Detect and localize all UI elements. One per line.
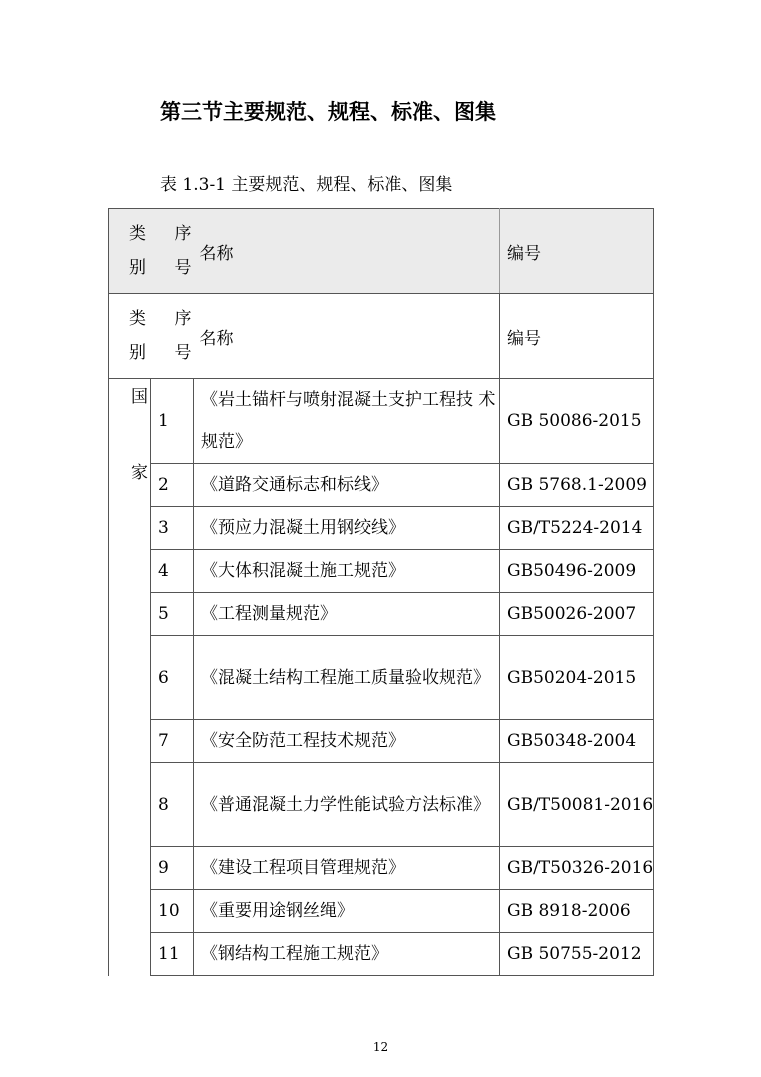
header-category-top-2: 类 <box>129 309 146 329</box>
row-code: GB/T5224-2014 <box>500 507 654 550</box>
standards-table <box>108 208 654 976</box>
header-code-cell <box>500 209 654 294</box>
table-row <box>109 636 654 720</box>
section-heading: 第三节主要规范、规程、标准、图集 <box>160 99 496 124</box>
header-category-bottom: 别 <box>129 258 146 278</box>
header-category-seq-cell <box>109 209 194 294</box>
table-header-row <box>109 294 654 379</box>
row-name: 《预应力混凝土用钢绞线》 <box>194 507 500 550</box>
table-row <box>109 933 654 976</box>
header-name-cell <box>194 209 500 294</box>
row-number: 3 <box>151 507 194 550</box>
header-category-bottom-2: 别 <box>129 343 146 363</box>
row-number: 4 <box>151 550 194 593</box>
header-seq-bottom-2: 号 <box>174 343 192 363</box>
row-name: 《混凝土结构工程施工质量验收规范》 <box>194 636 500 720</box>
row-number: 8 <box>151 763 194 847</box>
table-row <box>109 379 654 464</box>
table-row <box>109 720 654 763</box>
row-code: GB 50755-2012 <box>500 933 654 976</box>
header-code-2: 编号 <box>507 328 541 349</box>
row-code: GB 8918-2006 <box>500 890 654 933</box>
row-code: GB 5768.1-2009 <box>500 464 654 507</box>
table-row <box>109 763 654 847</box>
table-caption: 表 1.3-1 主要规范、规程、标准、图集 <box>160 175 453 195</box>
table-row <box>109 847 654 890</box>
row-code: GB50496-2009 <box>500 550 654 593</box>
table-row <box>109 464 654 507</box>
row-code: GB/T50081-2016 <box>500 763 654 847</box>
row-name: 《大体积混凝土施工规范》 <box>194 550 500 593</box>
row-name: 《道路交通标志和标线》 <box>194 464 500 507</box>
row-name: 《岩土锚杆与喷射混凝土支护工程技 术规范》 <box>194 379 500 464</box>
header-seq-bottom: 号 <box>174 258 192 278</box>
row-name: 《安全防范工程技术规范》 <box>194 720 500 763</box>
page-number: 12 <box>372 1040 389 1054</box>
row-code: GB50204-2015 <box>500 636 654 720</box>
category-line-1: 国 <box>131 387 148 407</box>
row-number: 10 <box>151 890 194 933</box>
row-number: 11 <box>151 933 194 976</box>
row-number: 2 <box>151 464 194 507</box>
table-header-row-shaded <box>109 209 654 294</box>
row-code: GB 50086-2015 <box>500 379 654 464</box>
category-cell <box>109 379 151 976</box>
row-code: GB50348-2004 <box>500 720 654 763</box>
header-seq-top-2: 序 <box>174 309 192 329</box>
header-category-top: 类 <box>129 224 146 244</box>
header-name: 名称 <box>199 243 234 264</box>
table-row <box>109 550 654 593</box>
row-name: 《重要用途钢丝绳》 <box>194 890 500 933</box>
header-seq-top: 序 <box>174 224 192 244</box>
category-line-2: 家 <box>131 463 148 483</box>
row-number: 5 <box>151 593 194 636</box>
row-number: 7 <box>151 720 194 763</box>
row-name: 《普通混凝土力学性能试验方法标准》 <box>194 763 500 847</box>
row-code: GB50026-2007 <box>500 593 654 636</box>
row-code: GB/T50326-2016 <box>500 847 654 890</box>
header-name-cell-2 <box>194 294 500 379</box>
row-name: 《工程测量规范》 <box>194 593 500 636</box>
table-row <box>109 890 654 933</box>
row-number: 9 <box>151 847 194 890</box>
table-row <box>109 593 654 636</box>
header-name-2: 名称 <box>199 328 234 349</box>
header-code-cell-2 <box>500 294 654 379</box>
row-name: 《建设工程项目管理规范》 <box>194 847 500 890</box>
row-name: 《钢结构工程施工规范》 <box>194 933 500 976</box>
table-row <box>109 507 654 550</box>
header-code: 编号 <box>507 243 541 264</box>
row-number: 6 <box>151 636 194 720</box>
header-category-seq-cell-2 <box>109 294 194 379</box>
row-number: 1 <box>151 379 194 464</box>
